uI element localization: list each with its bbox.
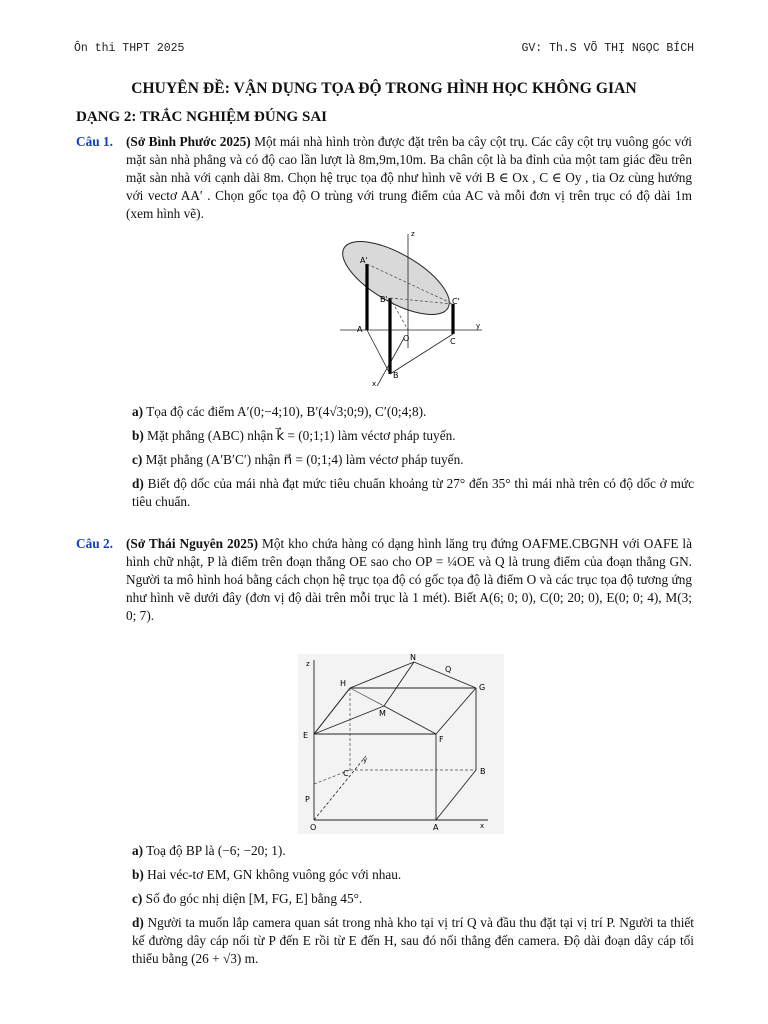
q1-option-c (132, 451, 694, 469)
fig2-label-x: x (480, 822, 485, 830)
fig2-label-n: N (410, 653, 416, 662)
fig1-label-b-prime: B' (380, 295, 388, 304)
header-right: GV: Th.S VÕ THỊ NGỌC BÍCH (521, 42, 694, 55)
q2-option-b-text: Hai véc-tơ EM, GN không vuông góc với nhau. (147, 866, 402, 882)
q1-option-a-text: Tọa độ các điểm A′(0;−4;10), B′(4√3;0;9), C′(0;4;8). (146, 404, 427, 419)
fig1-label-z: z (411, 230, 415, 238)
q1-option-d (132, 475, 694, 511)
fig1-label-c: C (450, 337, 456, 346)
q2-option-c-tag: c) (132, 890, 143, 906)
header-left: Ôn thi THPT 2025 (74, 42, 185, 55)
question-1-source: (Sở Bình Phước 2025) (126, 134, 251, 149)
q2-option-c (132, 890, 694, 908)
question-2 (76, 535, 692, 625)
question-2-source: (Sở Thái Nguyên 2025) (126, 536, 259, 551)
fig2-label-m: M (379, 709, 386, 718)
fig2-label-o: O (310, 823, 317, 832)
q2-option-a-text: Toạ độ BP là (−6; −20; 1). (146, 843, 286, 858)
fig2-label-f: F (439, 735, 444, 744)
fig1-label-o: O (403, 334, 410, 343)
section-title: DẠNG 2: TRẮC NGHIỆM ĐÚNG SAI (76, 109, 327, 125)
q1-option-a-tag: a) (132, 404, 144, 419)
q2-option-a (132, 842, 694, 860)
question-2-body (126, 535, 692, 625)
fig2-label-c: C (343, 769, 349, 778)
fig1-label-a: A (357, 325, 363, 334)
question-2-options (132, 842, 694, 974)
fig2-label-h: H (340, 679, 347, 688)
fig2-label-b: B (480, 767, 486, 776)
fig2-label-q: Q (445, 665, 452, 674)
q2-option-a-tag: a) (132, 843, 144, 858)
figure-1-diagram (340, 226, 490, 386)
q1-option-b (132, 427, 694, 445)
page-title: CHUYÊN ĐỀ: VẬN DỤNG TỌA ĐỘ TRONG HÌNH HỌC KHÔNG GIAN (131, 80, 637, 97)
fig1-label-x: x (372, 380, 377, 386)
q1-option-b-tag: b) (132, 427, 144, 443)
question-1 (76, 133, 692, 223)
q1-option-b-text: Mặt phẳng (ABC) nhận k⃗ = (0;1;1) làm véctơ pháp tuyến. (147, 427, 456, 443)
fig2-label-g: G (479, 683, 486, 692)
fig2-label-e: E (303, 731, 309, 740)
question-1-options (132, 403, 694, 517)
edge-ab (367, 330, 390, 374)
q1-option-c-tag: c) (132, 451, 143, 467)
q1-option-d-text: Biết độ dốc của mái nhà đạt mức tiêu chuẩn khoảng từ 27° đến 35° thì mái nhà trên có độ dốc ở mức tiêu chuẩn. (132, 475, 694, 509)
figure-2-diagram (296, 652, 506, 836)
edge-bc (390, 334, 453, 374)
fig1-label-y: y (476, 322, 481, 330)
q2-option-d-text: Người ta muốn lắp camera quan sát trong nhà kho tại vị trí Q và đầu thu đặt tại vị trí P. Người ta thiết kế đường dây cáp nối từ P đến E rồi từ E đến H, sau đó nối thẳng đến camera. Độ dài đoạn dây cáp tối thiểu bằng (26 + √3) m. (132, 914, 695, 966)
roof-ellipse (340, 227, 460, 329)
q2-option-b-tag: b) (132, 866, 144, 882)
fig2-label-z: z (306, 660, 310, 668)
fig1-label-a-prime: A' (360, 256, 368, 265)
page-header (74, 42, 694, 55)
fig1-label-b: B (393, 371, 399, 380)
q1-option-a (132, 403, 694, 421)
fig2-label-p: P (305, 795, 310, 804)
fig1-label-c-prime: C' (452, 297, 460, 306)
q1-option-c-text: Mặt phẳng (A′B′C′) nhận n⃗ = (0;1;4) làm véctơ pháp tuyến. (145, 451, 464, 467)
q2-option-d-tag: d) (132, 914, 144, 930)
question-2-label: Câu 2. (76, 536, 113, 551)
question-2-text: Một kho chứa hàng có dạng hình lăng trụ đứng OAFME.CBGNH với OAFE là hình chữ nhật, P là điểm trên đoạn thẳng OE sao cho OP = ¼OE và Q là trung điểm của đoạn thẳng GN. Người ta mô hình hoá bằng cách chọn hệ trục tọa độ có gốc tọa độ là điểm O và các trục tọa độ tương ứng như hình vẽ dưới đây (đơn vị độ dài trên mỗi trục là 1 mét). Biết A(6; 0; 0), C(0; 20; 0), E(0; 0; 4), M(3; 0; 7). (126, 536, 693, 623)
fig2-label-a: A (433, 823, 439, 832)
q2-option-d (132, 914, 694, 968)
fig2-label-y: y (363, 756, 368, 764)
q2-option-c-text: Số đo góc nhị diện [M, FG, E] bằng 45°. (145, 890, 363, 906)
question-1-label: Câu 1. (76, 134, 113, 149)
q1-option-d-tag: d) (132, 475, 144, 491)
question-1-body (126, 133, 692, 223)
q2-option-b (132, 866, 694, 884)
question-1-text: Một mái nhà hình tròn được đặt trên ba cây cột trụ. Các cây cột trụ vuông góc với mặt sàn nhà phẳng và có độ cao lần lượt là 8m,9m,10m. Ba chân cột là ba đỉnh của một tam giác đều trên mặt sàn nhà với cạnh dài 8m. Chọn hệ trục tọa độ như hình vẽ với B ∈ Ox , C ∈ Oy , tia Oz cùng hướng với vectơ AA′ . Chọn gốc tọa độ O trùng với trung điểm của AC và mỗi đơn vị trên trục có độ dài 1m (xem hình vẽ). (126, 134, 692, 221)
